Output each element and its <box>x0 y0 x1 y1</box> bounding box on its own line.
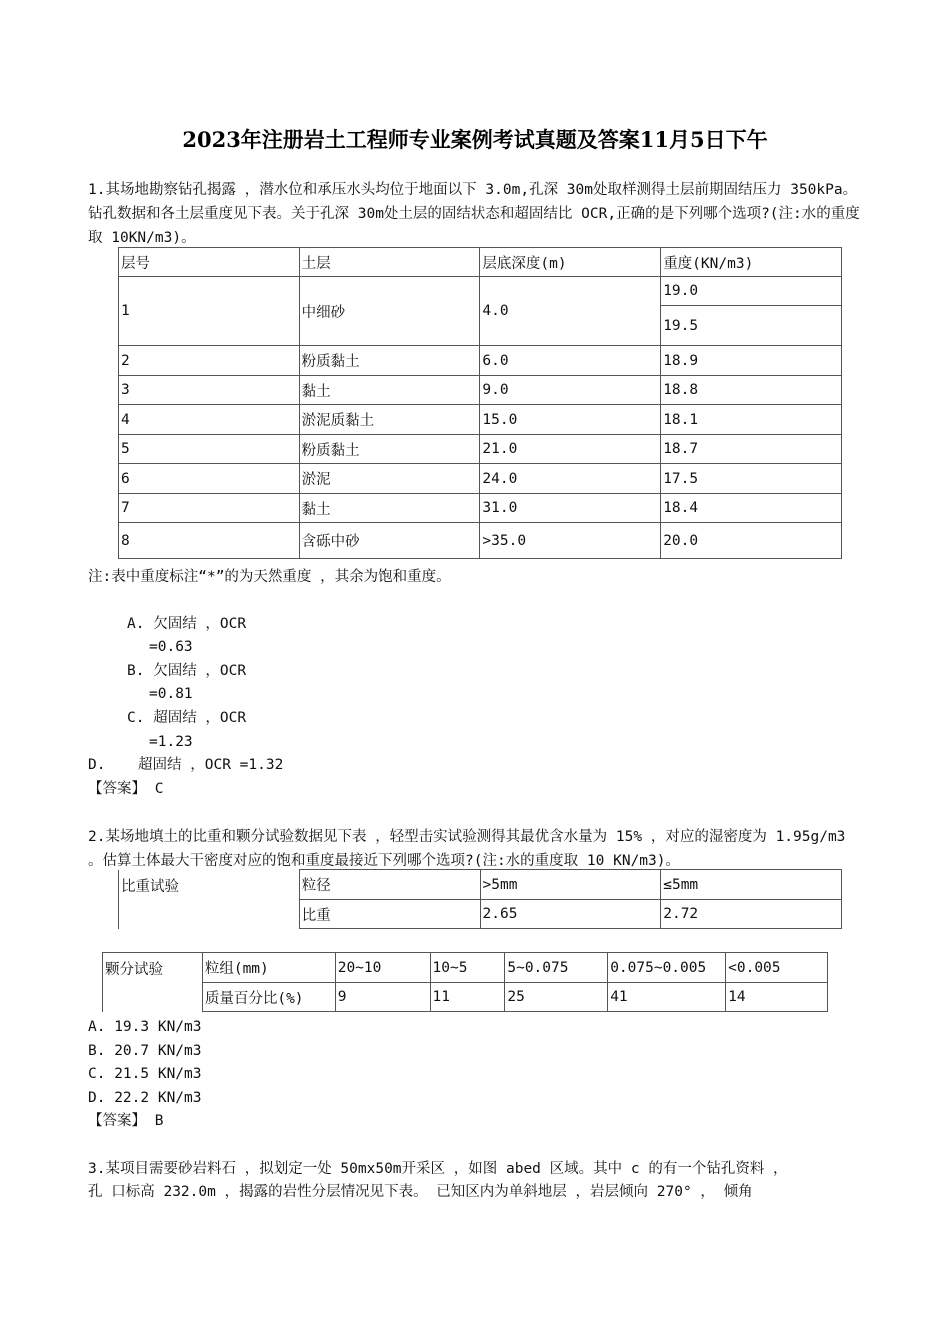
cell-soil: 淤泥 <box>299 464 480 494</box>
cell-unit-weight: 19.0 <box>661 277 842 306</box>
cell-soil: 淤泥质黏土 <box>299 405 480 435</box>
cell-sg-value: 2.65 <box>480 900 661 929</box>
cell-sg-value: 2.72 <box>661 900 842 929</box>
question-2-text: 2.某场地填土的比重和颗分试验数据见下表 ，轻型击实试验测得其最优含水量为 15% ，对应的湿密度为 1.95g/m3 。估算土体最大干密度对应的饱和重度最接近下列哪个选项?(注:水的重度取 10 KN/m3)。 <box>88 829 846 869</box>
cell-unit-weight: 18.8 <box>661 376 842 405</box>
answer-2: 【答案】 B <box>88 1113 164 1129</box>
cell-layer-no: 1 <box>119 277 300 346</box>
cell-layer-no: 2 <box>119 346 300 376</box>
table-row <box>119 435 842 464</box>
cell-sg-header: ≤5mm <box>661 870 842 900</box>
cell-layer-no: 3 <box>119 376 300 405</box>
cell-gr-header: 20~10 <box>335 953 430 983</box>
cell-depth: 21.0 <box>480 435 661 464</box>
option-c: C. 超固结 ，OCR <box>127 710 247 726</box>
table-note: 注:表中重度标注“*”的为天然重度 ，其余为饱和重度。 <box>88 569 451 585</box>
answer-1: 【答案】 C <box>88 781 164 797</box>
option-d: D. 22.2 KN/m3 <box>88 1090 202 1106</box>
cell-layer-no: 4 <box>119 405 300 435</box>
option-c: C. 21.5 KN/m3 <box>88 1066 202 1082</box>
cell-soil: 黏土 <box>299 376 480 405</box>
cell-gr-value: 9 <box>335 983 430 1012</box>
cell-sg-header: >5mm <box>480 870 661 900</box>
cell-gr-value: 质量百分比(%) <box>202 983 335 1012</box>
cell-gr-value: 14 <box>726 983 828 1012</box>
cell-gr-header: 0.075~0.005 <box>608 953 726 983</box>
question-3-line-1: 3.某项目需要砂岩料石 ，拟划定一处 50mx50m开采区 ，如图 abed 区域。其中 c 的有一个钻孔资料 ， <box>88 1161 788 1177</box>
cell-unit-weight: 18.9 <box>661 346 842 376</box>
cell-gr-header: 5~0.075 <box>505 953 608 983</box>
option-a-value: =0.63 <box>149 639 193 655</box>
cell-unit-weight: 18.1 <box>661 405 842 435</box>
table-row <box>119 870 842 900</box>
cell-sg-value: 比重 <box>299 900 480 929</box>
cell-unit-weight: 18.7 <box>661 435 842 464</box>
option-d-label: D. <box>88 757 106 773</box>
option-b-value: =0.81 <box>149 686 193 702</box>
cell-layer-no: 5 <box>119 435 300 464</box>
table-header-row <box>119 248 842 277</box>
cell-gr-header: 粒组(mm) <box>202 953 335 983</box>
cell-layer-no: 6 <box>119 464 300 494</box>
table-row <box>119 523 842 559</box>
header-unit-weight: 重度(KN/m3) <box>661 248 842 277</box>
header-soil: 土层 <box>299 248 480 277</box>
cell-sg-label: 比重试验 <box>119 870 300 929</box>
cell-soil: 含砾中砂 <box>299 523 480 559</box>
question-3-line-2: 孔 口标高 232.0m ，揭露的岩性分层情况见下表。 已知区内为单斜地层 ，岩层倾向 270° ， 倾角 <box>88 1184 753 1200</box>
cell-depth: 31.0 <box>480 494 661 523</box>
cell-gr-label: 颗分试验 <box>103 953 203 1012</box>
cell-soil: 粉质黏土 <box>299 435 480 464</box>
cell-sg-header: 粒径 <box>299 870 480 900</box>
table-row <box>103 953 828 983</box>
table-row <box>119 494 842 523</box>
cell-depth: 9.0 <box>480 376 661 405</box>
table-row <box>103 983 828 1012</box>
cell-depth: 15.0 <box>480 405 661 435</box>
cell-soil: 黏土 <box>299 494 480 523</box>
cell-gr-value: 25 <box>505 983 608 1012</box>
cell-gr-value: 11 <box>430 983 505 1012</box>
cell-gr-value: 41 <box>608 983 726 1012</box>
cell-depth: >35.0 <box>480 523 661 559</box>
option-a: A. 19.3 KN/m3 <box>88 1019 202 1035</box>
cell-unit-weight: 19.5 <box>661 306 842 346</box>
cell-depth: 24.0 <box>480 464 661 494</box>
table-row <box>119 405 842 435</box>
grain-size-table <box>102 952 828 1012</box>
option-d: 超固结 ，OCR =1.32 <box>138 757 284 773</box>
table-row <box>119 277 842 306</box>
header-layer-no: 层号 <box>119 248 300 277</box>
cell-soil: 中细砂 <box>299 277 480 346</box>
header-depth: 层底深度(m) <box>480 248 661 277</box>
table-row <box>119 346 842 376</box>
option-a: A. 欠固结 ，OCR <box>127 616 247 632</box>
option-b: B. 欠固结 ，OCR <box>127 663 247 679</box>
table-row <box>119 376 842 405</box>
cell-unit-weight: 18.4 <box>661 494 842 523</box>
cell-layer-no: 7 <box>119 494 300 523</box>
question-1-text: 1.其场地勘察钻孔揭露 ，潜水位和承压水头均位于地面以下 3.0m,孔深 30m处取样测得土层前期固结压力 350kPa。钻孔数据和各土层重度见下表。关于孔深 30m处土层的固结状态和超固结比 OCR,正确的是下列哪个选项?(注:水的重度取 10KN/m3)。 <box>88 182 860 246</box>
cell-unit-weight: 17.5 <box>661 464 842 494</box>
option-b: B. 20.7 KN/m3 <box>88 1043 202 1059</box>
table-row <box>119 464 842 494</box>
cell-soil: 粉质黏土 <box>299 346 480 376</box>
cell-gr-header: <0.005 <box>726 953 828 983</box>
cell-unit-weight: 20.0 <box>661 523 842 559</box>
cell-gr-header: 10~5 <box>430 953 505 983</box>
cell-layer-no: 8 <box>119 523 300 559</box>
cell-depth: 4.0 <box>480 277 661 346</box>
option-c-value: =1.23 <box>149 734 193 750</box>
page-title: 2023年注册岩土工程师专业案例考试真题及答案11月5日下午 <box>182 127 768 152</box>
specific-gravity-table <box>118 869 842 929</box>
cell-depth: 6.0 <box>480 346 661 376</box>
soil-layer-table <box>118 247 842 559</box>
